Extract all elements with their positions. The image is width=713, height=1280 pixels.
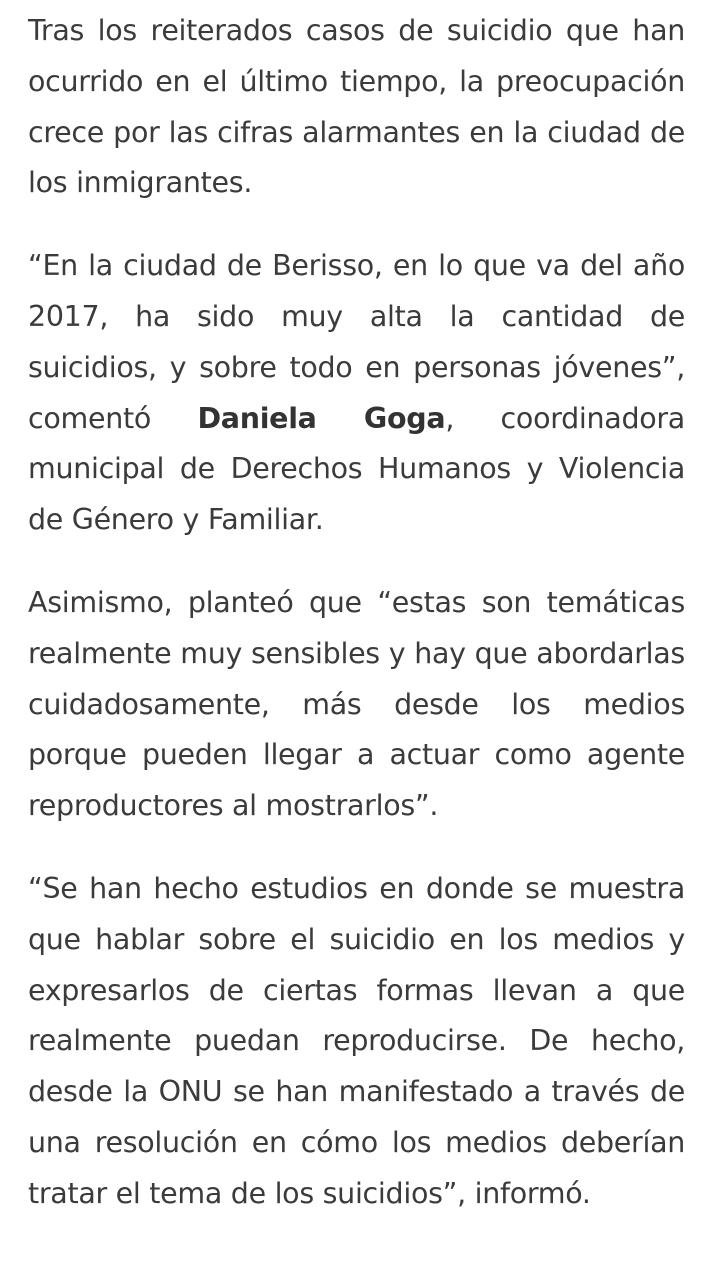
person-name: Daniela Goga [197, 401, 446, 435]
paragraph-3: Asimismo, planteó que “estas son temáticas realmente muy sensibles y hay que abordarlas cuidadosamente, más desde los medios porque pueden llegar a actuar como agente reproductores al mostrarlos”. [28, 585, 685, 823]
article-body [28, 6, 685, 1252]
paragraph-2 [28, 241, 685, 546]
paragraph-4: “Se han hecho estudios en donde se muestra que hablar sobre el suicidio en los medios y expresarlos de ciertas formas llevan a que realmente puedan reproducirse. De hecho, desde la ONU se han manifestado a través de una resolución en cómo los medios deberían tratar el tema de los suicidios”, informó. [28, 871, 685, 1210]
paragraph-2-quote: “En la ciudad de Berisso, en lo que va del año 2017, ha sido muy alta la cantidad de suicidios, y sobre todo en personas jóvenes”, comentó [28, 249, 685, 435]
paragraph-1: Tras los reiterados casos de suicidio que han ocurrido en el último tiempo, la preocupación crece por las cifras alarmantes en la ciudad de los inmigrantes. [28, 14, 685, 200]
paragraph-2-role: , coordinadora municipal de Derechos Humanos y Violencia de Género y Familiar. [28, 401, 685, 537]
